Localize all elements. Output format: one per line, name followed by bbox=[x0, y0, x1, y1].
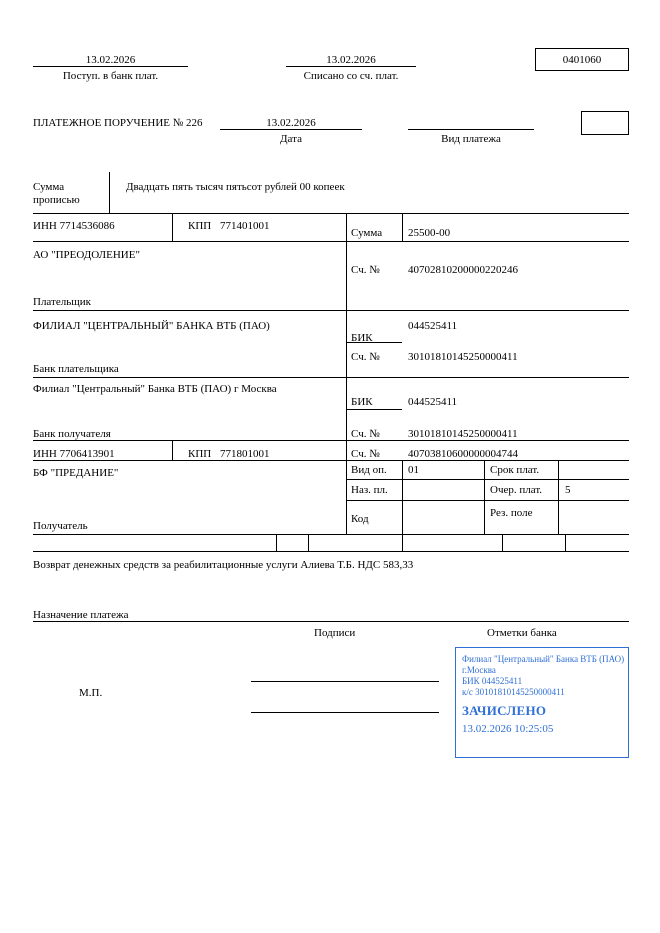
payer-kpp-label: КПП bbox=[188, 220, 212, 232]
payee-account: 40703810600000004744 bbox=[408, 448, 518, 460]
vid-op-value: 01 bbox=[408, 464, 419, 476]
grid-vline bbox=[172, 440, 173, 460]
order-date-line bbox=[220, 129, 362, 130]
debited-date-line bbox=[286, 66, 416, 67]
payer-inn: ИНН 7714536086 bbox=[33, 220, 115, 232]
received-date-line bbox=[33, 66, 188, 67]
payer-account-label: Сч. № bbox=[351, 264, 380, 276]
grid-line bbox=[346, 241, 629, 242]
payer-bank-account-label: Сч. № bbox=[351, 351, 380, 363]
stamp-corr-account: к/с 30101810145250000411 bbox=[462, 687, 565, 697]
bank-marks-label: Отметки банка bbox=[487, 627, 557, 639]
order-code-box bbox=[581, 111, 629, 135]
payer-bank-account: 30101810145250000411 bbox=[408, 351, 518, 363]
grid-line bbox=[33, 377, 629, 378]
grid-line bbox=[346, 500, 629, 501]
grid-line bbox=[33, 440, 629, 441]
payee-bank-bik-label: БИК bbox=[351, 396, 373, 408]
payee-account-label: Сч. № bbox=[351, 448, 380, 460]
payee-bank-account: 30101810145250000411 bbox=[408, 428, 518, 440]
payer-bank-name: ФИЛИАЛ "ЦЕНТРАЛЬНЫЙ" БАНКА ВТБ (ПАО) bbox=[33, 320, 270, 332]
amount-words-label-2: прописью bbox=[33, 194, 80, 206]
payee-role-label: Получатель bbox=[33, 520, 88, 532]
payee-bank-bik: 044525411 bbox=[408, 396, 458, 408]
payee-bank-account-label: Сч. № bbox=[351, 428, 380, 440]
vid-op-label: Вид оп. bbox=[351, 464, 387, 476]
purpose-label: Назначение платежа bbox=[33, 609, 129, 621]
stamp-bik: БИК 044525411 bbox=[462, 676, 523, 686]
order-date: 13.02.2026 bbox=[266, 117, 316, 129]
grid-line bbox=[33, 310, 629, 311]
payer-kpp: 771401001 bbox=[220, 220, 270, 232]
grid-line bbox=[33, 534, 629, 535]
purpose-text: Возврат денежных средств за реабилитационные услуги Алиева Т.Б. НДС 583,33 bbox=[33, 559, 414, 571]
payer-name: АО "ПРЕОДОЛЕНИЕ" bbox=[33, 249, 140, 261]
grid-vline bbox=[502, 534, 503, 551]
order-date-label: Дата bbox=[280, 133, 302, 145]
grid-vline bbox=[276, 534, 277, 551]
grid-vline bbox=[484, 460, 485, 534]
grid-line bbox=[33, 551, 629, 552]
grid-line bbox=[346, 460, 629, 461]
purpose-line bbox=[33, 621, 629, 622]
payer-account: 40702810200000220246 bbox=[408, 264, 518, 276]
grid-line bbox=[346, 479, 629, 480]
amount-words-text: Двадцать пять тысяч пятьсот рублей 00 копеек bbox=[126, 181, 345, 193]
grid-vline bbox=[402, 534, 403, 551]
amount-value: 25500-00 bbox=[408, 227, 451, 239]
grid-vline bbox=[402, 213, 403, 241]
grid-vline bbox=[565, 534, 566, 551]
payer-bank-role-label: Банк плательщика bbox=[33, 363, 119, 375]
grid-line bbox=[33, 241, 346, 242]
grid-vline bbox=[308, 534, 309, 551]
received-date: 13.02.2026 bbox=[85, 54, 136, 66]
mp-label: М.П. bbox=[79, 687, 103, 699]
payment-type-label: Вид платежа bbox=[441, 133, 501, 145]
payee-inn: ИНН 7706413901 bbox=[33, 448, 115, 460]
signature-line-1 bbox=[251, 681, 439, 682]
debited-date: 13.02.2026 bbox=[326, 54, 376, 66]
grid-vline bbox=[172, 213, 173, 241]
bank-stamp bbox=[455, 647, 629, 758]
payment-type-line bbox=[408, 129, 534, 130]
rez-label: Рез. поле bbox=[490, 507, 533, 519]
grid-line bbox=[33, 213, 629, 214]
signatures-label: Подписи bbox=[314, 627, 356, 639]
payer-role-label: Плательщик bbox=[33, 296, 91, 308]
form-code: 0401060 bbox=[562, 54, 602, 66]
naz-pl-label: Наз. пл. bbox=[351, 484, 388, 496]
stamp-city: г.Москва bbox=[462, 665, 496, 675]
grid-vline bbox=[346, 213, 347, 534]
order-title: ПЛАТЕЖНОЕ ПОРУЧЕНИЕ № 226 bbox=[33, 117, 203, 129]
debited-label: Списано со сч. плат. bbox=[303, 70, 399, 82]
kod-label: Код bbox=[351, 513, 369, 525]
srok-label: Срок плат. bbox=[490, 464, 540, 476]
ocher-value: 5 bbox=[565, 484, 571, 496]
payee-kpp: 771801001 bbox=[220, 448, 270, 460]
amount-label: Сумма bbox=[351, 227, 383, 239]
stamp-status: ЗАЧИСЛЕНО bbox=[462, 703, 547, 718]
grid-line bbox=[346, 409, 402, 410]
payee-bank-name: Филиал "Центральный" Банка ВТБ (ПАО) г Москва bbox=[33, 383, 277, 395]
payee-kpp-label: КПП bbox=[188, 448, 212, 460]
payer-bank-bik-label: БИК bbox=[351, 332, 373, 344]
signature-line-2 bbox=[251, 712, 439, 713]
grid-line bbox=[33, 460, 346, 461]
stamp-datetime: 13.02.2026 10:25:05 bbox=[462, 723, 554, 735]
stamp-bank-name: Филиал "Центральный" Банка ВТБ (ПАО) bbox=[462, 654, 625, 664]
payer-bank-bik: 044525411 bbox=[408, 320, 458, 332]
payee-bank-role-label: Банк получателя bbox=[33, 428, 111, 440]
payee-name: БФ "ПРЕДАНИЕ" bbox=[33, 467, 119, 479]
amount-words-label-1: Сумма bbox=[33, 181, 65, 193]
ocher-label: Очер. плат. bbox=[490, 484, 543, 496]
grid-vline bbox=[558, 460, 559, 534]
received-label: Поступ. в банк плат. bbox=[62, 70, 159, 82]
amount-words-divider bbox=[109, 172, 110, 213]
grid-vline bbox=[402, 460, 403, 534]
